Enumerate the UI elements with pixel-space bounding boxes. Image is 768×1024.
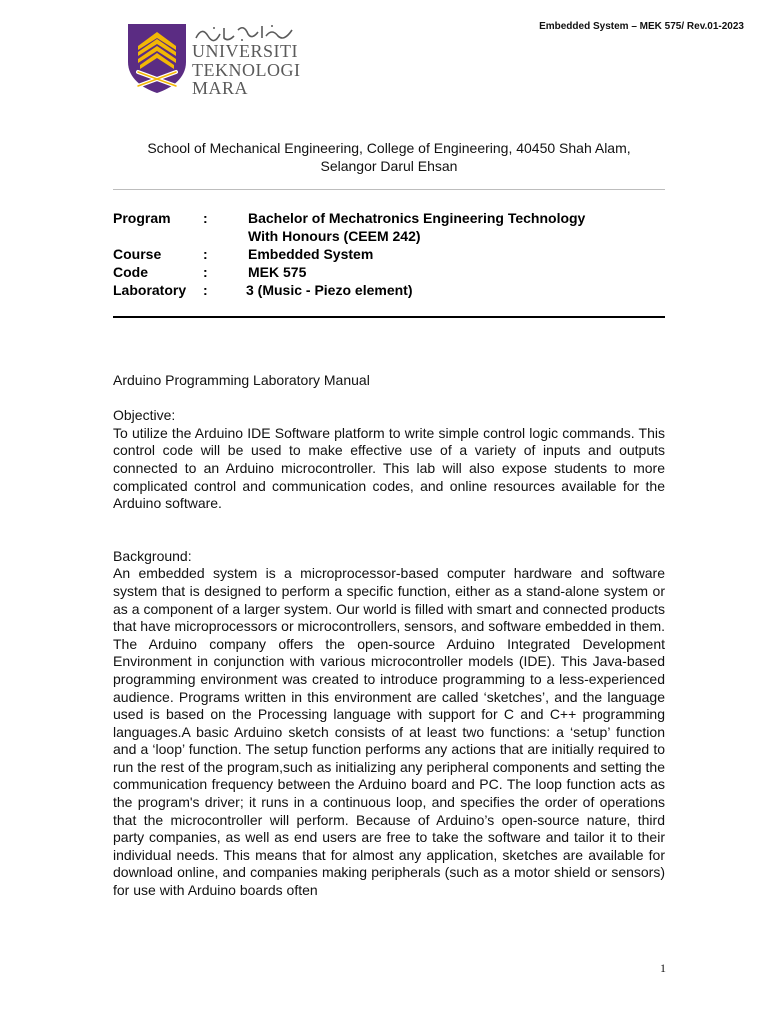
info-colon: :	[203, 246, 208, 262]
document-reference: Embedded System – MEK 575/ Rev.01-2023	[539, 21, 744, 32]
course-info-block	[113, 209, 665, 299]
info-row-program	[113, 209, 665, 227]
logo-text-line-3: MARA	[192, 78, 249, 98]
info-colon: :	[203, 282, 208, 298]
info-value: Embedded System	[248, 246, 374, 262]
background-paragraph: An embedded system is a microprocessor-based computer hardware and software system that is designed to perform a specific function, either as a stand-alone system or as a component of a larger system. Our world is filled with smart and connected products that have microprocessors or microcontrollers, sensors, and software embedded in them. The Arduino company offers the open-source Arduino Integrated Development Environment in conjunction with various microcontroller models (IDE). This Java-based programming environment was created to introduce programming to a less-experienced audience. Programs written in this environment are called ‘sketches’, and the language used is based on the Processing language with support for C and C++ programming languages.A basic Arduino sketch consists of at least two functions: a ‘setup’ function and a ‘loop’ function. The setup function performs any actions that are initially required to run the rest of the program,such as initializing any peripheral components and setting the communication frequency between the Arduino board and PC. The loop function acts as the program's driver; it runs in a continuous loop, and specifies the order of operations that the microcontroller will perform. Because of Arduino’s open-source nature, third party companies, as well as end users are free to take the software and tailor it to their individual needs. This means that for almost any application, sketches are available for download online, and companies making peripherals (such as a motor shield or sensors) for use with Arduino boards often	[113, 565, 665, 899]
school-address	[113, 139, 665, 175]
section-spacer	[113, 513, 665, 548]
address-line-1: School of Mechanical Engineering, College of Engineering, 40450 Shah Alam,	[147, 140, 631, 156]
objective-heading: Objective:	[113, 407, 176, 424]
info-row-program-cont	[113, 227, 665, 245]
info-label: Course	[113, 246, 162, 262]
address-line-2: Selangor Darul Ehsan	[320, 158, 458, 174]
info-label: Laboratory	[113, 282, 187, 298]
uitm-logo	[126, 22, 301, 98]
info-row-course	[113, 245, 665, 263]
info-value: MEK 575	[248, 264, 307, 280]
uitm-shield-icon	[126, 22, 188, 94]
logo-text-line-1: UNIVERSITI	[192, 41, 298, 61]
info-label: Program	[113, 210, 171, 226]
info-value: Bachelor of Mechatronics Engineering Technology	[248, 210, 586, 226]
info-label: Code	[113, 264, 148, 280]
info-colon: :	[203, 264, 208, 280]
info-value: With Honours (CEEM 242)	[248, 228, 421, 244]
info-colon: :	[203, 210, 208, 226]
document-body	[113, 372, 665, 900]
divider-thin	[113, 189, 665, 190]
page-number: 1	[660, 961, 666, 975]
info-row-laboratory	[113, 281, 665, 299]
info-value: 3 (Music - Piezo element)	[246, 282, 413, 298]
objective-paragraph: To utilize the Arduino IDE Software platform to write simple control logic commands. This control code will be used to make effective use of a variety of inputs and outputs connected to an Arduino microcontroller. This lab will also expose students to more complicated control and communication codes, and online resources available for the Arduino software.	[113, 424, 665, 512]
info-row-code	[113, 263, 665, 281]
divider-thick	[113, 316, 665, 318]
logo-text-line-2: TEKNOLOGI	[192, 60, 301, 80]
background-heading: Background:	[113, 547, 192, 564]
manual-title: Arduino Programming Laboratory Manual	[113, 372, 370, 388]
